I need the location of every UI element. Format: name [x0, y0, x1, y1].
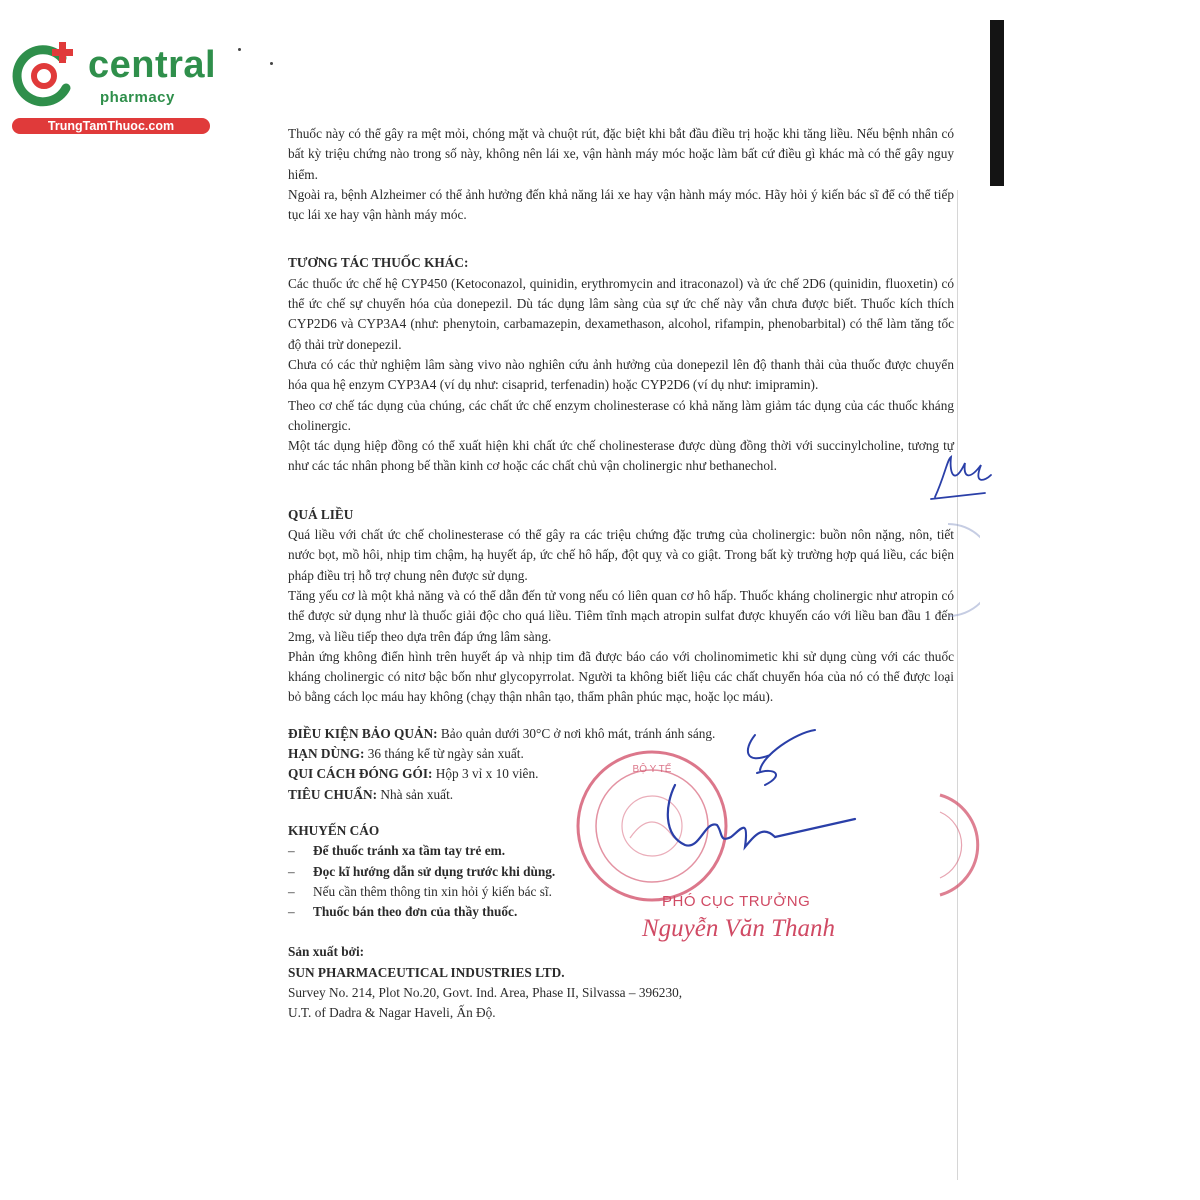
- official-title: PHÓ CỤC TRƯỞNG: [662, 893, 811, 910]
- driving-paragraph-2: Ngoài ra, bệnh Alzheimer có thể ảnh hưởng đến khả năng lái xe hay vận hành máy móc. Hãy hỏi ý kiến bác sĩ để có thể tiếp tục lái xe hay vận hành máy móc.: [288, 186, 954, 223]
- driving-paragraph-1: Thuốc này có thể gây ra mệt mỏi, chóng mặt và chuột rút, đặc biệt khi bắt đầu điều trị hoặc khi tăng liều. Nếu bệnh nhân có bất kỳ triệu chứng nào trong số này, không nên lái xe, vận hành máy móc hoặc làm bất cứ điều gì khác mà có thể gây nguy hiểm.: [288, 126, 954, 182]
- dash-bullet: –: [288, 843, 295, 859]
- manufacturer-label: Sản xuất bởi:: [288, 944, 365, 960]
- logo-subtitle: pharmacy: [100, 89, 175, 106]
- warnings-heading: KHUYẾN CÁO: [288, 822, 380, 838]
- official-name: Nguyễn Văn Thanh: [642, 915, 836, 942]
- storage-value: Bảo quản dưới 30°C ở nơi khô mát, tránh ánh sáng.: [437, 725, 716, 741]
- interactions-paragraph: Các thuốc ức chế hệ CYP450 (Ketoconazol, quinidin, erythromycin and itraconazol) và ức chế 2D6 (quinidin, fluoxetin) có thể ức chế sự chuyển hóa của donepezil. Dù tác dụng lâm sàng của sự ức chế này vẫn chưa được biết. Thuốc kích thích CYP2D6 và CYP3A4 (như: phenytoin, carbamazepin, dexamethason, alcohol, rifampin, phenobarbital) có thể làm tăng tốc độ thải trừ donepezil.: [288, 275, 954, 352]
- manufacturer-name: SUN PHARMACEUTICAL INDUSTRIES LTD.: [288, 964, 565, 980]
- dash-bullet: –: [288, 904, 295, 920]
- interactions-paragraph: Một tác dụng hiệp đồng có thể xuất hiện khi chất ức chế cholinesterase được dùng đồng thời với succinylcholine, tương tự như các tác nhân phong bế thần kinh cơ hoặc các chất chủ vận cholinergic như bethanechol.: [288, 438, 954, 474]
- stamp-top-text: BỘ Y TẾ: [632, 764, 672, 775]
- warning-text: Thuốc bán theo đơn của thầy thuốc.: [313, 904, 518, 920]
- faded-stamp-icon: [940, 520, 980, 620]
- packaging-label: QUI CÁCH ĐÓNG GÓI:: [288, 766, 433, 782]
- overdose-paragraph: Phản ứng không điển hình trên huyết áp và nhịp tim đã được báo cáo với cholinomimetic khi sử dụng cùng với các thuốc kháng cholinergic có nitơ bậc bốn như glycopyrrolat. Người ta không biết liệu các chất chuyển hóa của nó có thể được loại bỏ bằng cách lọc máu hay không (chạy thận nhân tạo, thẩm phân phúc mạc, hoặc lọc máu).: [288, 648, 954, 705]
- scan-speck: [270, 62, 273, 65]
- partial-stamp-icon: [930, 790, 990, 900]
- overdose-paragraph: Quá liều với chất ức chế cholinesterase có thể gây ra các triệu chứng đặc trưng của cholinergic: buồn nôn nặng, nôn, tiết nước bọt, mồ hôi, nhịp tim chậm, hạ huyết áp, ức chế hô hấp, đột quỵ và co giật. Trong bất kỳ trường hợp quá liều, các biện pháp điều trị hỗ trợ chung nên được sử dụng.: [288, 527, 954, 583]
- logo-name: central: [88, 44, 217, 86]
- dash-bullet: –: [288, 863, 295, 879]
- manufacturer-block: [288, 942, 954, 1023]
- scan-fold-line: [957, 190, 958, 1180]
- scan-speck: [238, 48, 241, 51]
- interactions-paragraph: Theo cơ chế tác dụng của chúng, các chất ức chế enzym cholinesterase có khả năng làm giảm tác dụng của các thuốc kháng cholinergic.: [288, 397, 954, 433]
- standard-label: TIÊU CHUẨN:: [288, 786, 378, 802]
- manufacturer-address: U.T. of Dadra & Nagar Haveli, Ấn Độ.: [288, 1005, 496, 1021]
- signature-icon: [645, 725, 875, 875]
- interactions-paragraph: Chưa có các thử nghiệm lâm sàng vivo nào nghiên cứu ảnh hưởng của donepezil lên độ thanh thải của thuốc được chuyển hóa qua hệ enzym CYP3A4 (ví dụ như: cisaprid, terfenadin) hoặc CYP2D6 (ví dụ như: imipramin).: [288, 356, 954, 393]
- interactions-heading: TƯƠNG TÁC THUỐC KHÁC:: [288, 255, 469, 271]
- expiry-label: HẠN DÙNG:: [288, 746, 365, 762]
- logo-url-badge[interactable]: TrungTamThuoc.com: [12, 118, 210, 134]
- warning-text: Đọc kĩ hướng dẫn sử dụng trước khi dùng.: [313, 863, 556, 879]
- dash-bullet: –: [288, 883, 295, 899]
- overdose-paragraph: Tăng yếu cơ là một khả năng và có thể dẫn đến tử vong nếu có liên quan cơ hô hấp. Thuốc kháng cholinergic như atropin có thể được sử dụng như là thuốc giải độc cho quá liều. Tiêm tĩnh mạch atropin sulfat được khuyến cáo với liều ban đầu 1 đến 2mg, và liều tiếp theo dựa trên đáp ứng lâm sàng.: [288, 587, 954, 644]
- warning-text: Nếu cần thêm thông tin xin hỏi ý kiến bác sĩ.: [313, 883, 552, 899]
- manufacturer-address: Survey No. 214, Plot No.20, Govt. Ind. Area, Phase II, Silvassa – 396230,: [288, 984, 683, 1000]
- initials-icon: [925, 445, 995, 505]
- overdose-heading: QUÁ LIỀU: [288, 506, 354, 522]
- packaging-value: Hộp 3 vỉ x 10 viên.: [432, 766, 539, 782]
- standard-value: Nhà sản xuất.: [377, 786, 454, 802]
- warning-text: Để thuốc tránh xa tầm tay trẻ em.: [313, 843, 506, 859]
- scan-edge-bar: [990, 20, 1004, 186]
- expiry-value: 36 tháng kể từ ngày sản xuất.: [364, 746, 524, 762]
- brand-logo[interactable]: [10, 38, 215, 138]
- storage-label: ĐIỀU KIỆN BẢO QUẢN:: [288, 725, 438, 741]
- central-pharmacy-logo-icon: [10, 40, 80, 110]
